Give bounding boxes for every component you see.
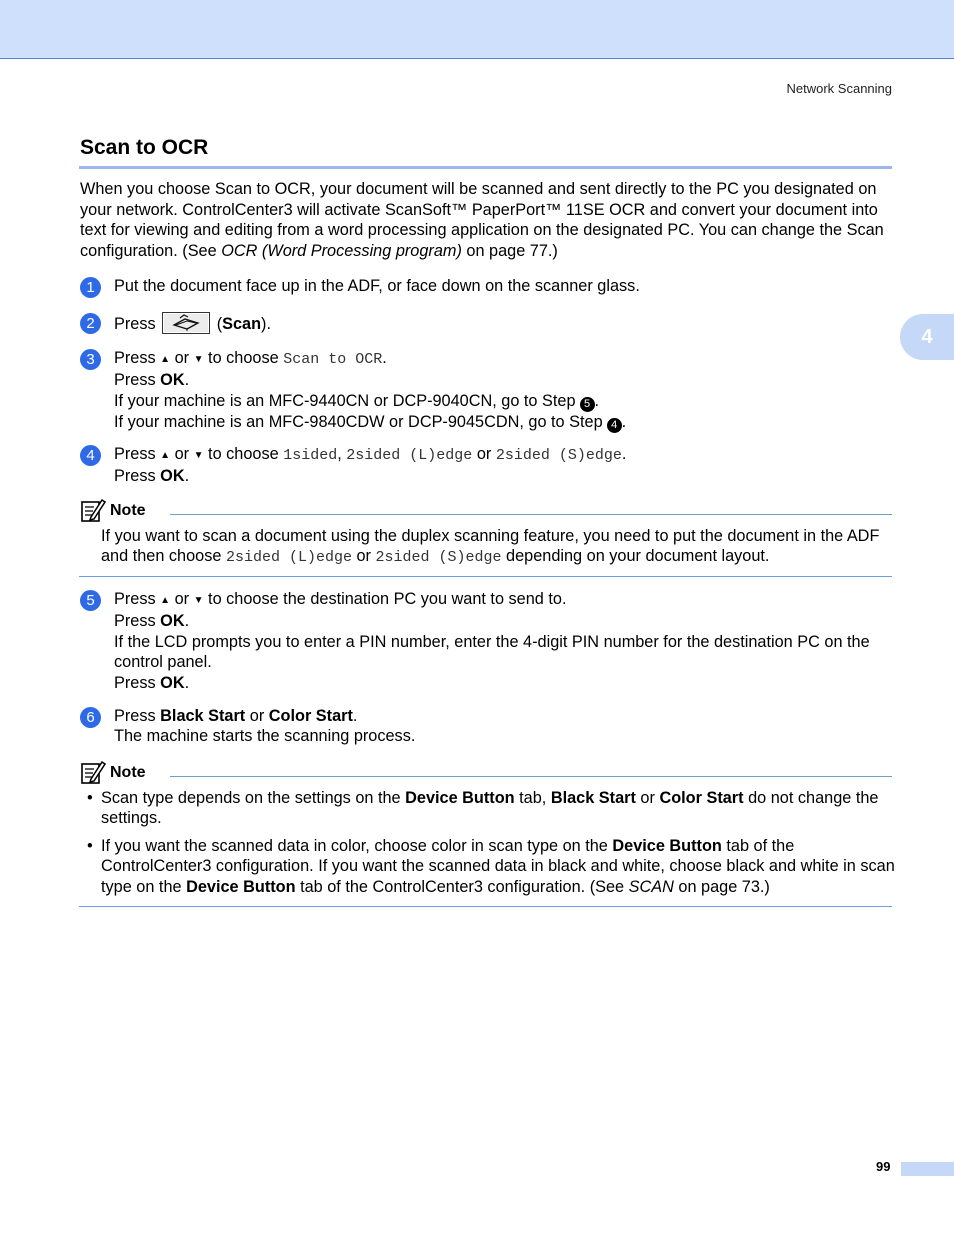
- header-bar: [0, 0, 954, 59]
- title-rule: [79, 166, 892, 169]
- note-pencil-icon: [80, 760, 106, 786]
- running-header: Network Scanning: [786, 81, 892, 96]
- step-5: 5 Press ▲ or ▼ to choose the destination PC you want to send to. Press OK. If the LCD prompts you to enter a PIN number, enter the 4-digit PIN number for the destination PC on the control panel. Press OK.: [80, 589, 895, 693]
- page-number: 99: [876, 1159, 891, 1174]
- down-arrow-icon: ▼: [193, 450, 204, 461]
- chapter-tab: 4: [900, 314, 954, 360]
- page-title: Scan to OCR: [80, 136, 209, 159]
- up-arrow-icon: ▲: [160, 354, 171, 365]
- step-6: 6 Press Black Start or Color Start. The machine starts the scanning process.: [80, 706, 895, 747]
- note-divider: [79, 576, 892, 577]
- step-1: 1 Put the document face up in the ADF, or face down on the scanner glass.: [80, 276, 895, 296]
- note-header: Note: [80, 760, 892, 786]
- scan-reference: SCAN: [628, 877, 674, 896]
- scan-icon: [162, 312, 210, 334]
- down-arrow-icon: ▼: [193, 354, 204, 365]
- note-divider: [79, 906, 892, 907]
- step-ref-5: 5: [580, 397, 595, 412]
- step-number: 6: [80, 707, 101, 728]
- note-pencil-icon: [80, 498, 106, 524]
- step-3: 3 Press ▲ or ▼ to choose Scan to OCR. Press OK. If your machine is an MFC-9440CN or DCP-9040CN, go to Step 5 . If your machine is an MFC-9840CDW or DCP-9045CDN, go to Step 4 .: [80, 348, 895, 433]
- up-arrow-icon: ▲: [160, 595, 171, 606]
- step-4: 4 Press ▲ or ▼ to choose 1sided, 2sided (L)edge or 2sided (S)edge. Press OK.: [80, 444, 895, 487]
- intro-paragraph: When you choose Scan to OCR, your document will be scanned and sent directly to the PC you designated on your network. ControlCenter3 will activate ScanSoft™ PaperPort™ 11SE OCR and convert your document into text for viewing and editing from a word processing application on the designated PC. You can change the Scan configuration. (See OCR (Word Processing program) on page 77.): [80, 180, 884, 260]
- note-1-text: If you want to scan a document using the duplex scanning feature, you need to put the document in the ADF and then choose 2sided (L)edge or 2sided (S)edge depending on your document layout.: [101, 527, 880, 567]
- step-number: 1: [80, 277, 101, 298]
- page-number-bar: [901, 1162, 954, 1176]
- step-2: 2 Press (Scan).: [80, 312, 895, 334]
- note-2-bullet-2: • If you want the scanned data in color, choose color in scan type on the Device Button tab of the ControlCenter3 configuration. If you want the scanned data in black and white, choose black and white in scan type on the Device Button tab of the ControlCenter3 configuration. (See SCAN on page 73.): [87, 837, 895, 896]
- up-arrow-icon: ▲: [160, 450, 171, 461]
- step-number: 5: [80, 590, 101, 611]
- step-number: 4: [80, 445, 101, 466]
- step-ref-4: 4: [607, 418, 622, 433]
- step-number: 2: [80, 313, 101, 334]
- note-2-bullet-1: • Scan type depends on the settings on the Device Button tab, Black Start or Color Start do not change the settings.: [87, 789, 879, 828]
- step-number: 3: [80, 349, 101, 370]
- note-header: Note: [80, 498, 892, 524]
- down-arrow-icon: ▼: [193, 595, 204, 606]
- ocr-reference: OCR (Word Processing program): [221, 241, 462, 260]
